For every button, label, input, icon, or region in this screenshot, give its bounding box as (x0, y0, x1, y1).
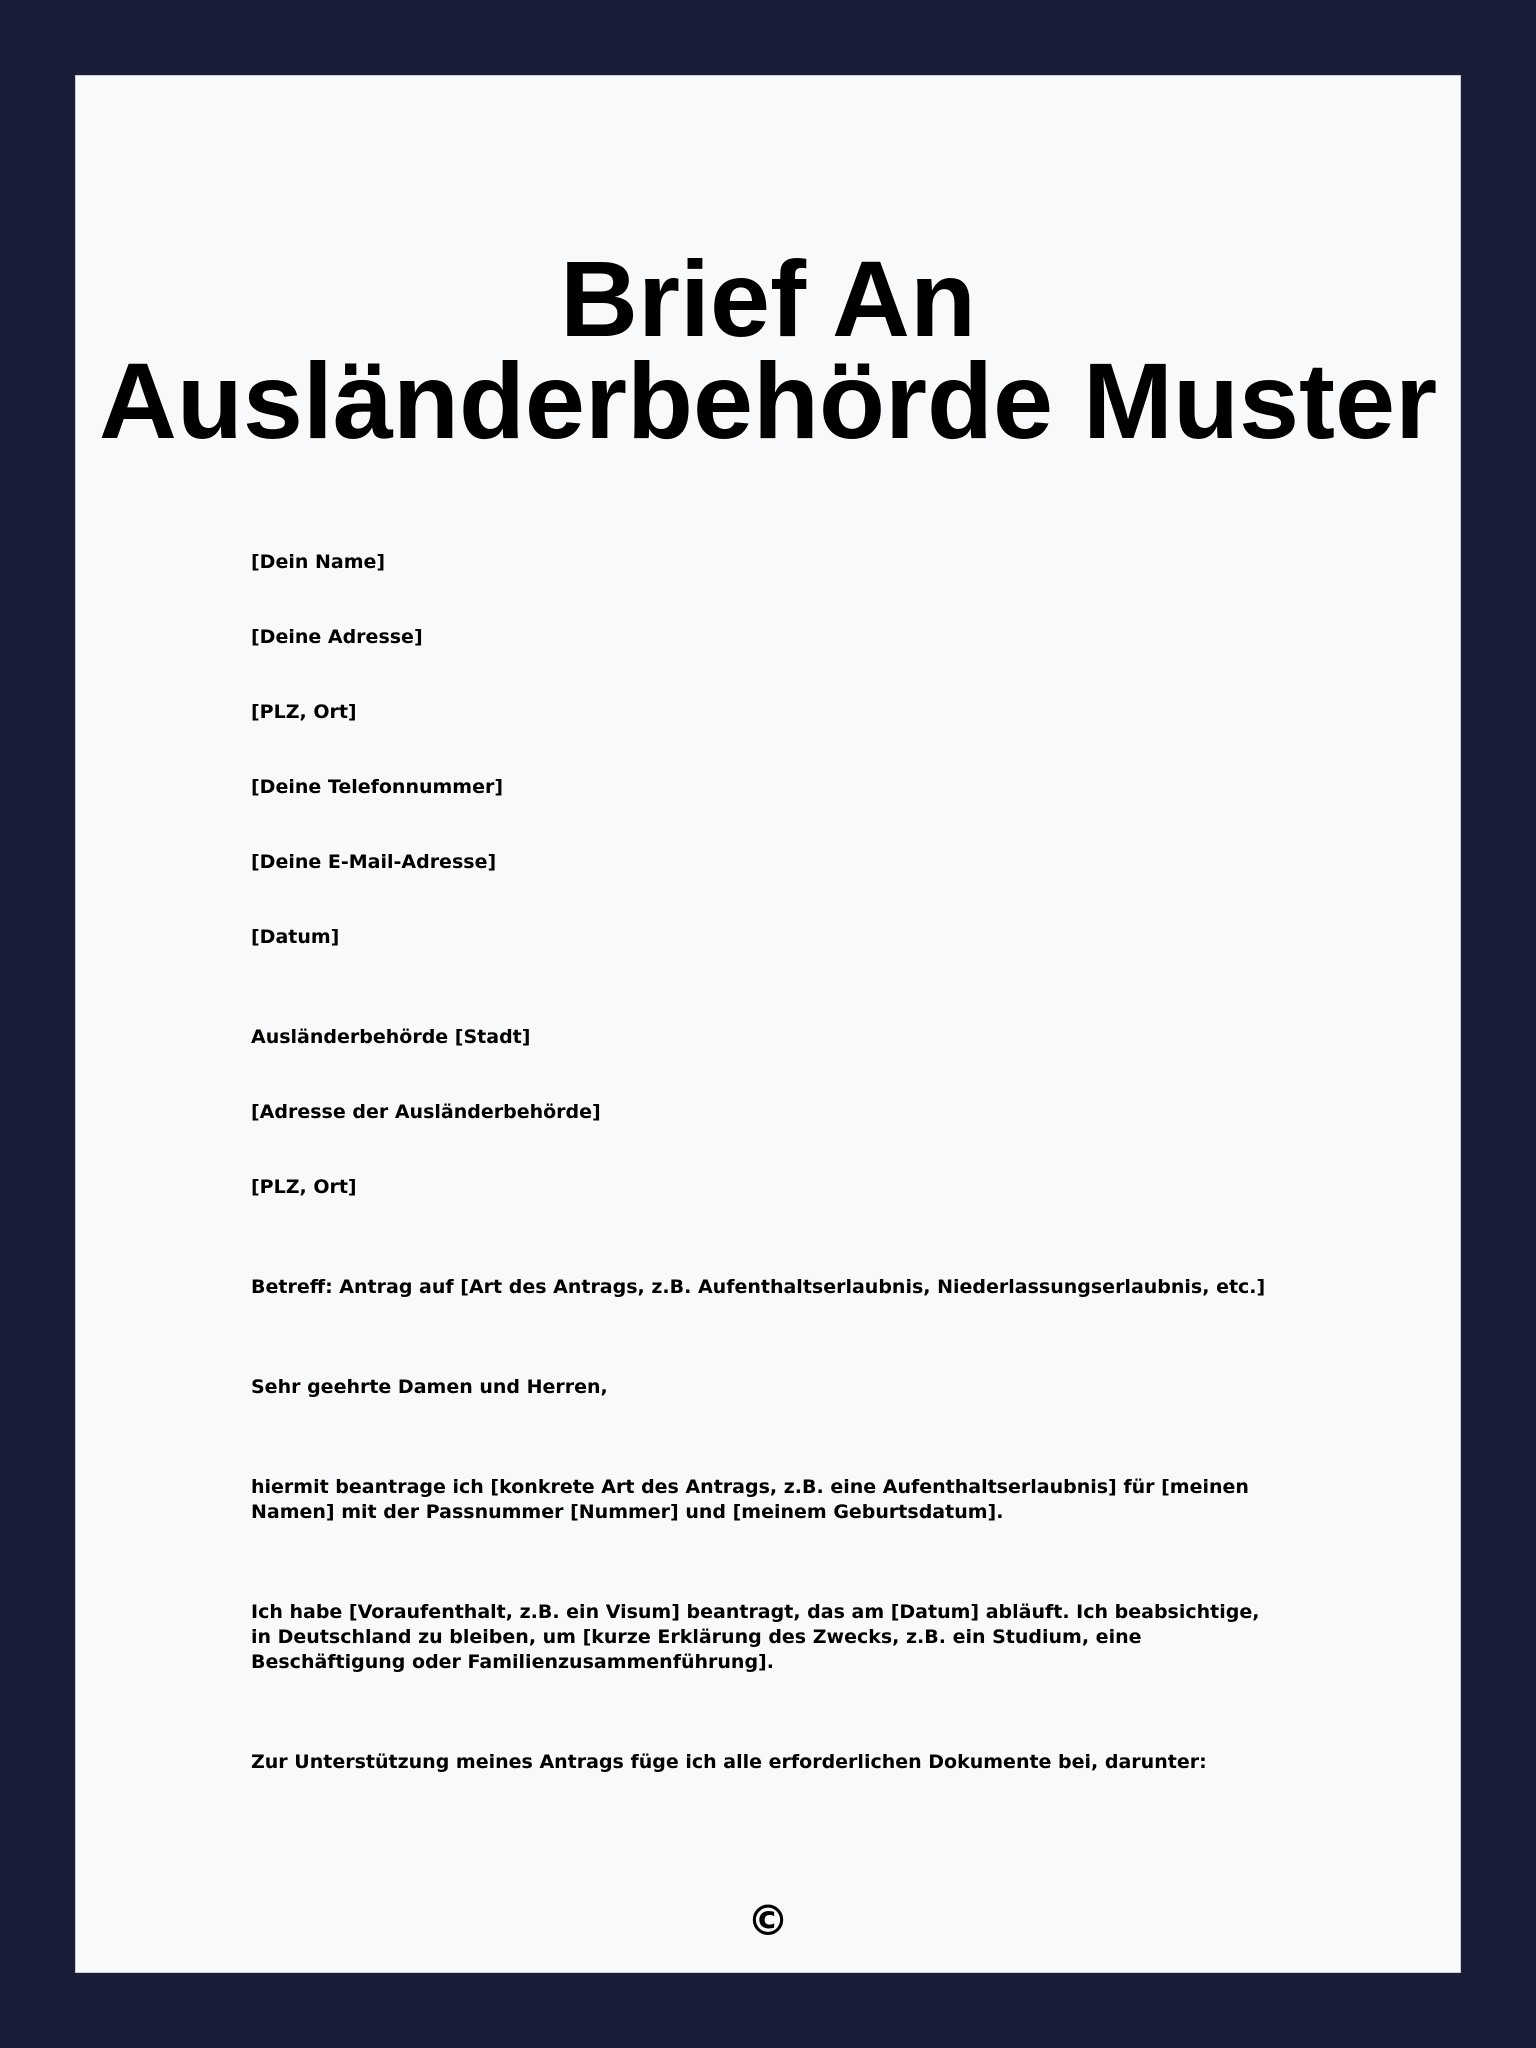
recipient-address: [Adresse der Ausländerbehörde] (251, 1101, 601, 1123)
letter-date: [Datum] (251, 926, 340, 948)
sender-email: [Deine E-Mail-Adresse] (251, 851, 497, 873)
salutation: Sehr geehrte Damen und Herren, (251, 1376, 608, 1398)
subject-line: Betreff: Antrag auf [Art des Antrags, z.B. Aufenthaltserlaubnis, Niederlassungserlaubnis, etc.] (251, 1276, 1266, 1298)
recipient-city: [PLZ, Ort] (251, 1176, 357, 1198)
copyright-icon: © (747, 1896, 789, 1945)
sender-city: [PLZ, Ort] (251, 701, 357, 723)
recipient-office: Ausländerbehörde [Stadt] (251, 1026, 531, 1048)
sender-phone: [Deine Telefonnummer] (251, 776, 504, 798)
sender-name: [Dein Name] (251, 551, 386, 573)
paragraph-3: Zur Unterstützung meines Antrags füge ich alle erforderlichen Dokumente bei, darunter: (251, 1751, 1207, 1773)
paragraph-2: Ich habe [Voraufenthalt, z.B. ein Visum] beantragt, das am [Datum] abläuft. Ich beabsichtige, in Deutschland zu bleiben, um [kurze Erklärung des Zwecks, z.B. ein Studium, eine Beschäftigung oder Familienzusammenführung]. (251, 1601, 1260, 1673)
document-page (75, 75, 1461, 1973)
sender-address: [Deine Adresse] (251, 626, 423, 648)
paragraph-1: hiermit beantrage ich [konkrete Art des Antrags, z.B. eine Aufenthaltserlaubnis] für [meinen Namen] mit der Passnummer [Nummer] und [meinem Geburtsdatum]. (251, 1476, 1249, 1523)
page-title: Brief An Ausländerbehörde Muster (98, 238, 1438, 461)
